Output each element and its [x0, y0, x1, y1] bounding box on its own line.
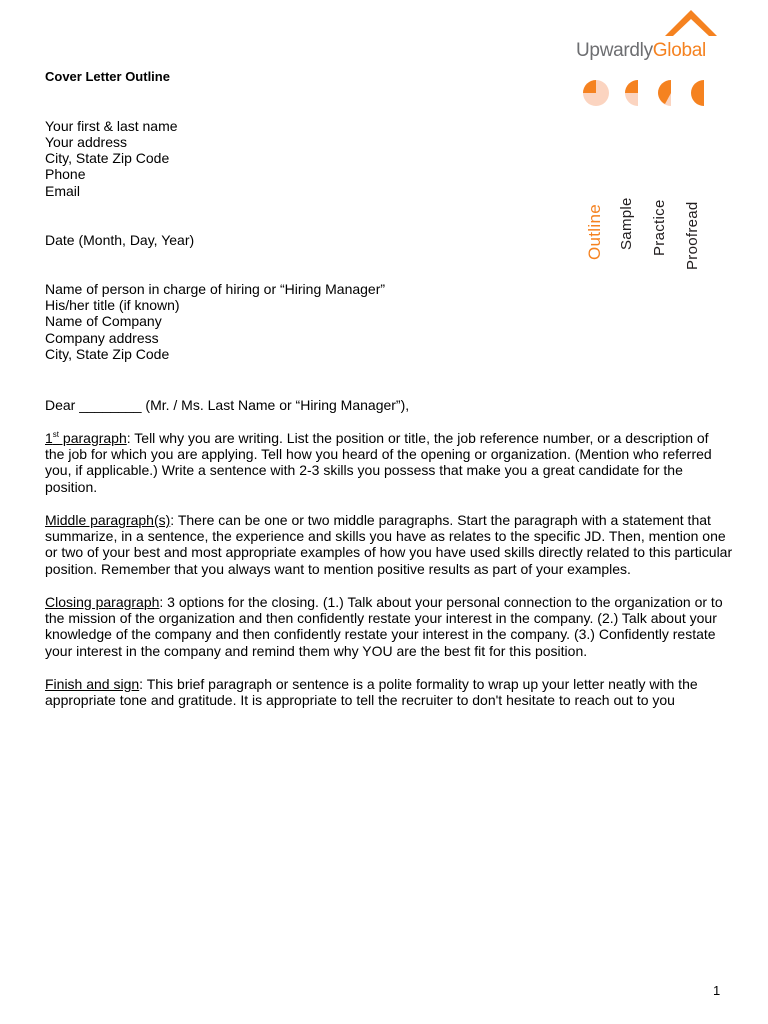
recipient-company: Name of Company [45, 313, 162, 329]
first-paragraph-label: 1st paragraph [45, 430, 127, 446]
practice-step-icon [649, 80, 671, 112]
closing-paragraph-label: Closing paragraph [45, 594, 160, 610]
middle-paragraph-line: Middle paragraph(s): There can be one or two middle paragraphs. Start the paragraph with a statement that [45, 512, 711, 528]
page-number: 1 [713, 983, 721, 998]
step-label-outline: Outline [585, 204, 604, 260]
closing-paragraph-line: Closing paragraph: 3 options for the closing. (1.) Talk about your personal connection to the organization or to [45, 594, 723, 610]
first-paragraph-line: 1st paragraph: Tell why you are writing. List the position or title, the job reference number, or a description of [45, 430, 709, 446]
first-paragraph-line: you, if applicable.) Write a sentence with 2-3 skills you possess that make you a great candidate for the [45, 462, 683, 479]
finish-paragraph-label: Finish and sign [45, 676, 140, 692]
middle-paragraph-label: Middle paragraph(s) [45, 512, 171, 528]
closing-paragraph-line: your interest in the company and remind them why YOU are the best fit for this position. [45, 642, 588, 659]
first-paragraph-line: the job for which you are applying. Tell how you heard of the opening or organization. (Mention who referred [45, 446, 712, 463]
sample-step-icon [616, 80, 638, 112]
sender-city: City, State Zip Code [45, 150, 170, 166]
sender-address: Your address [45, 134, 127, 150]
sender-email: Email [45, 183, 81, 199]
salutation: Dear ________ (Mr. / Ms. Last Name or “Hiring Manager”), [45, 397, 410, 413]
logo-word-upwardly: Upwardly [576, 40, 653, 61]
upwardly-global-logo [576, 10, 721, 65]
finish-paragraph [45, 676, 735, 708]
recipient-title: His/her title (if known) [45, 297, 180, 313]
outline-step-icon [583, 80, 609, 112]
roof-logo-icon [665, 10, 717, 36]
step-label-proofread: Proofread [684, 201, 701, 270]
closing-paragraph-line: the mission of the organization and then confidently restate your interest in the company. (2.) Talk about your [45, 610, 717, 627]
sender-name: Your first & last name [45, 118, 178, 134]
middle-paragraph [45, 512, 735, 577]
recipient-address: Company address [45, 330, 159, 346]
middle-paragraph-line: position. Remember that you always want to mention positive results as part of your examples. [45, 560, 631, 577]
middle-paragraph-line: summarize, in a sentence, the experience and skills you have as relates to the specific JD. Then, mention one [45, 528, 726, 545]
closing-paragraph-line: knowledge of the company and then confidently restate your interest in the company. (3.) Confidently restate [45, 626, 716, 643]
finish-paragraph-line: Finish and sign: This brief paragraph or sentence is a polite formality to wrap up your letter neatly with the [45, 676, 698, 692]
closing-paragraph [45, 594, 735, 659]
middle-paragraph-line: or two of your best and most appropriate examples of how you have used skills directly related to this particular [45, 544, 733, 561]
first-paragraph [45, 430, 735, 495]
proofread-step-icon [682, 80, 704, 112]
letter-date: Date (Month, Day, Year) [45, 232, 195, 248]
logo-word-global: Global [652, 40, 706, 61]
logo-wordmark [576, 40, 706, 62]
first-paragraph-line: position. [45, 478, 98, 495]
step-label-practice: Practice [651, 199, 668, 256]
finish-paragraph-line: appropriate tone and gratitude. It is appropriate to tell the recruiter to don't hesitate to reach out to you [45, 692, 675, 709]
page-title: Cover Letter Outline [45, 69, 170, 84]
recipient-city: City, State Zip Code [45, 346, 170, 362]
sender-phone: Phone [45, 166, 86, 182]
step-label-sample: Sample [618, 197, 635, 250]
recipient-name: Name of person in charge of hiring or “Hiring Manager” [45, 281, 386, 297]
